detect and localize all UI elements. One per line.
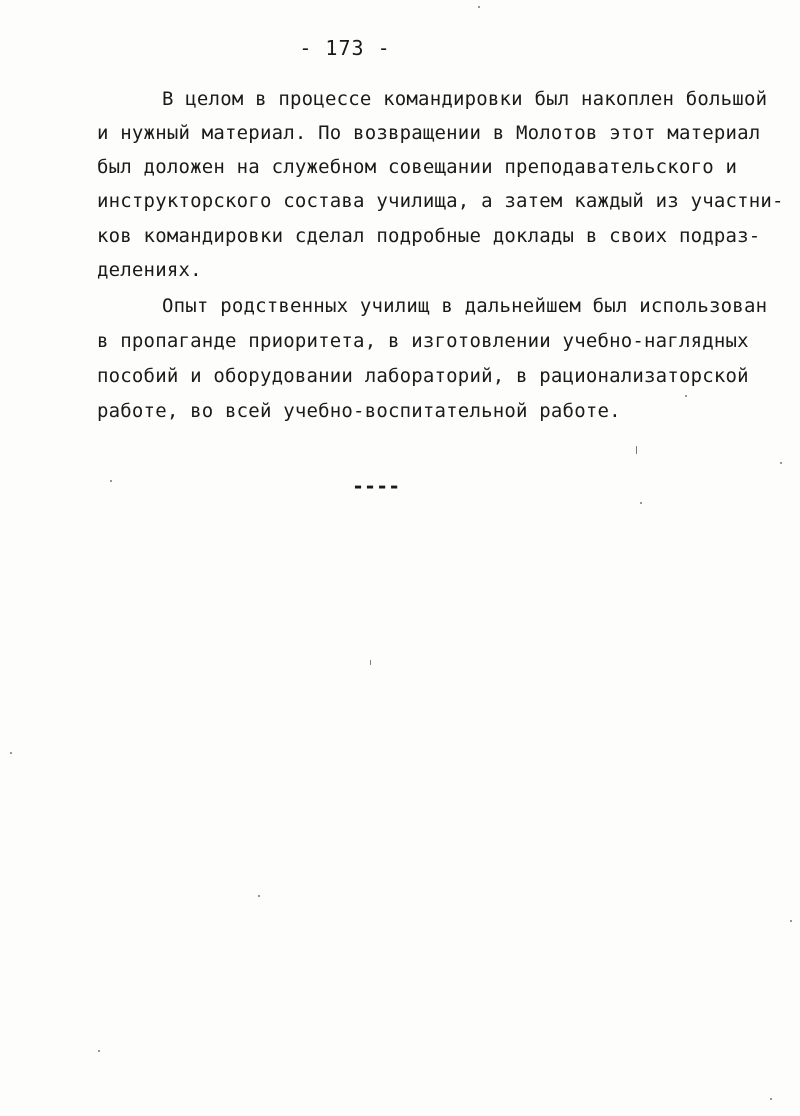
scan-speck [640, 502, 642, 504]
paragraph-2-line-2: в пропаганде приоритета, в изготовлении учебно-наглядных [97, 330, 749, 352]
scan-speck [370, 660, 371, 665]
section-divider: ---- [352, 474, 401, 498]
page-number: - 173 - [299, 36, 391, 60]
paragraph-2-line-1: Опыт родственных училищ в дальнейшем был использован [162, 295, 768, 317]
scan-speck [478, 6, 480, 8]
paragraph-2-line-3: пособий и оборудовании лабораторий, в рационализаторской [97, 365, 749, 387]
paragraph-1-line-4: инструкторского состава училища, а затем каждый из участни- [97, 190, 784, 212]
scan-speck [790, 920, 792, 922]
scan-speck [685, 395, 687, 397]
paragraph-1-line-5: ков командировки сделал подробные доклады в своих подраз- [97, 225, 761, 247]
scan-speck [780, 462, 782, 464]
scan-speck [770, 1098, 772, 1100]
scan-speck [110, 480, 112, 482]
paragraph-1-line-2: и нужный материал. По возвращении в Молотов этот материал [97, 122, 761, 144]
paragraph-1-line-1: В целом в процессе командировки был накоплен большой [162, 88, 768, 110]
scan-speck [98, 1050, 100, 1052]
scan-speck [258, 895, 260, 897]
scan-speck [636, 446, 637, 454]
paragraph-1-line-3: был доложен на служебном совещании преподавательского и [97, 156, 738, 178]
paragraph-2-line-4: работе, во всей учебно-воспитательной работе. [97, 400, 621, 422]
scan-speck [10, 752, 12, 754]
paragraph-1-line-6: делениях. [97, 259, 202, 281]
